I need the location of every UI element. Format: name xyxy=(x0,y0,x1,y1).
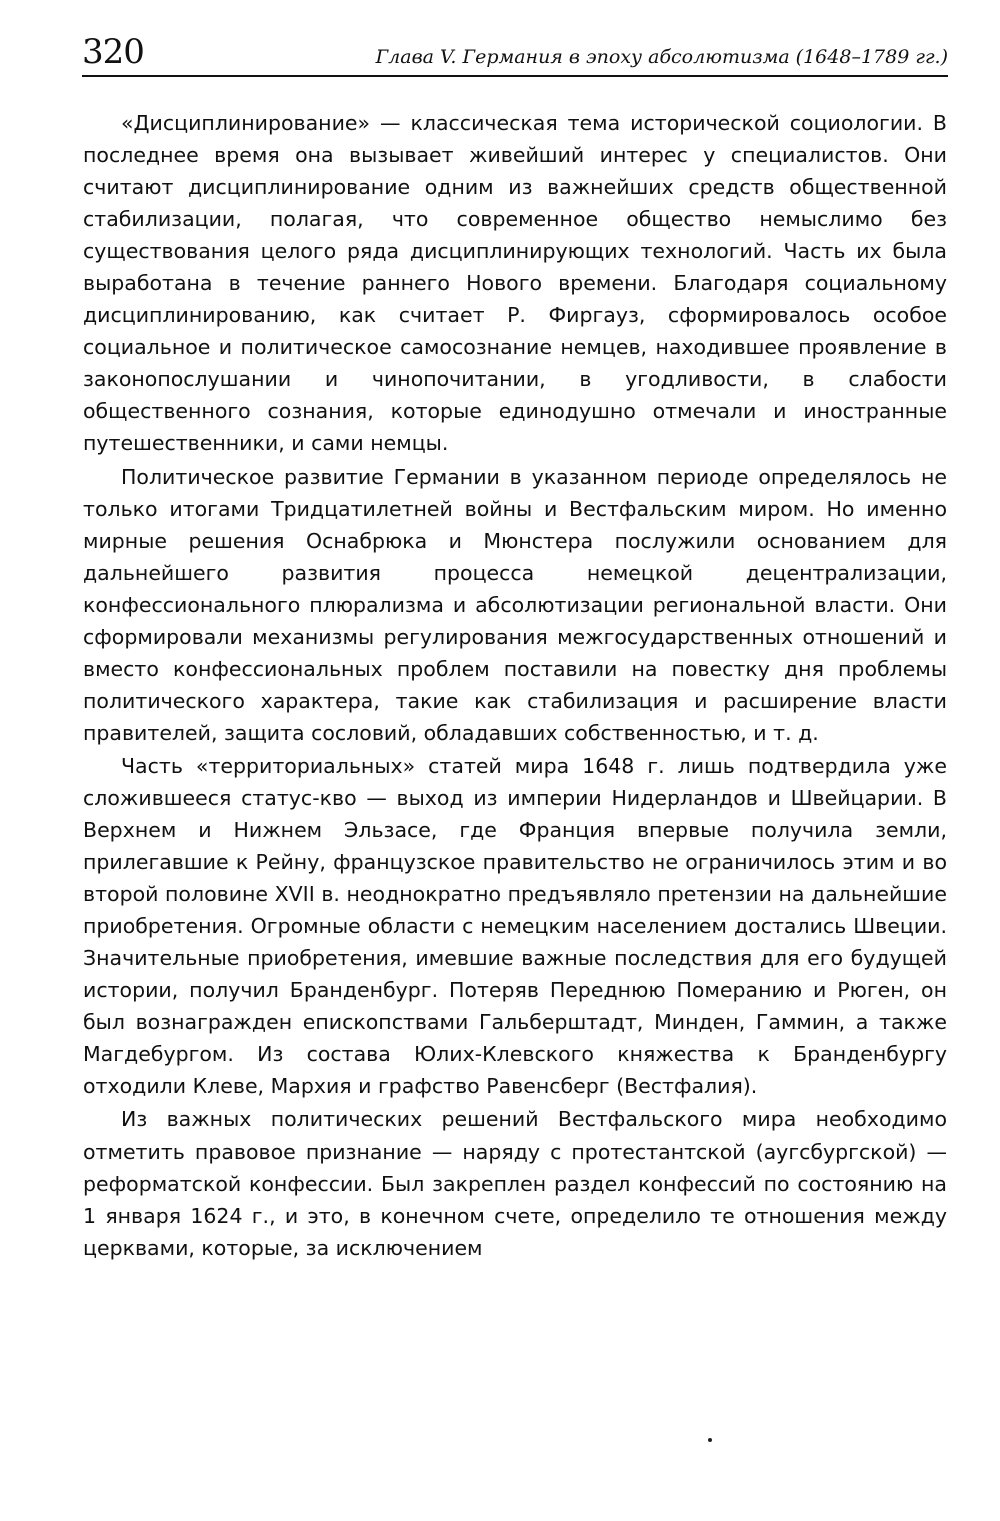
body-text xyxy=(83,107,947,1265)
paragraph-political-decisions: Из важных политических решений Вестфальского мира необходимо отметить правовое признание — наряду с протестантской (аугсбургской) — реформатской конфессии. Был закреплен раздел конфессий по состоянию на 1 января 1624 г., и это, в конечном счете, определило те отношения между церквами, которые, за исключением xyxy=(83,1107,947,1260)
paragraph-political-development: Политическое развитие Германии в указанном периоде определялось не только итогами Тридцатилетней войны и Вестфальским миром. Но именно мирные решения Оснабрюка и Мюнстера послужили основанием для дальнейшего развития процесса немецкой децентрализации, конфессионального плюрализма и абсолютизации региональной власти. Они сформировали механизмы регулирования межгосударственных отношений и вместо конфессиональных проблем поставили на повестку дня проблемы политического характера, такие как стабилизация и расширение власти правителей, защита сословий, обладавших собственностью, и т. д. xyxy=(83,464,947,745)
header-rule xyxy=(82,75,948,77)
chapter-title: Глава V. Германия в эпоху абсолютизма (1648–1789 гг.) xyxy=(375,46,948,68)
print-speck xyxy=(708,1438,712,1442)
paragraph-disciplining: «Дисциплинирование» — классическая тема исторической социологии. В последнее время она вызывает живейший интерес у специалистов. Они считают дисциплинирование одним из важнейших средств общественной стабилизации, полагая, что современное общество немыслимо без существования целого ряда дисциплинирующих технологий. Часть их была выработана в течение раннего Нового времени. Благодаря социальному дисциплинированию, как считает Р. Фиргауз, сформировалось особое социальное и политическое самосознание немцев, находившее проявление в законопослушании и чинопочитании, в угодливости, в слабости общественного сознания, которые единодушно отмечали и иностранные путешественники, и сами немцы. xyxy=(83,111,947,456)
page-number: 320 xyxy=(82,32,144,72)
running-head xyxy=(82,22,948,78)
paragraph-territorial-articles: Часть «территориальных» статей мира 1648 г. лишь подтвердила уже сложившееся статус-кво — выход из империи Нидерландов и Швейцарии. В Верхнем и Нижнем Эльзасе, где Франция впервые получила земли, прилегавшие к Рейну, французское правительство не ограничилось этим и во второй половине XVII в. неоднократно предъявляло претензии на дальнейшие приобретения. Огромные области с немецким населением достались Швеции. Значительные приобретения, имевшие важные последствия для его будущей истории, получил Бранденбург. Потеряв Переднюю Померанию и Рюген, он был вознагражден епископствами Гальберштадт, Минден, Гаммин, а также Магдебургом. Из состава Юлих-Клевского княжества к Бранденбургу отходили Клеве, Мархия и графство Равенсберг (Вестфалия). xyxy=(83,753,947,1099)
